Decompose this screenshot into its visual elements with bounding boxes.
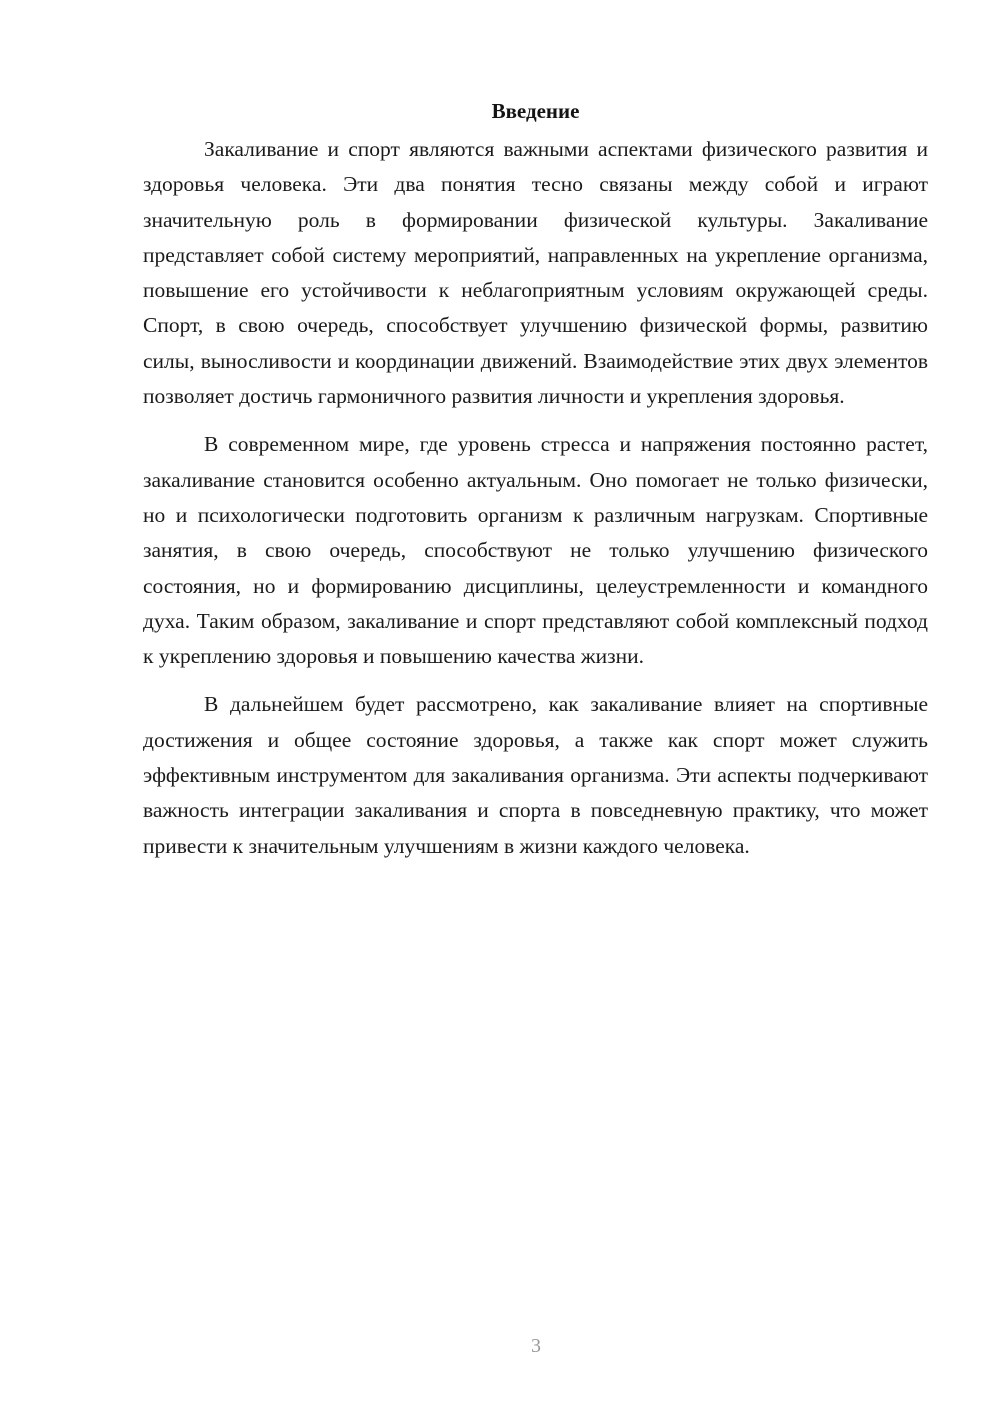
section-heading: Введение: [491, 99, 580, 123]
page-number: 3: [531, 1335, 541, 1357]
paragraph-3: В дальнейшем будет рассмотрено, как закаливание влияет на спортивные достижения и общее состояние здоровья, а также как спорт может служить эффективным инструментом для закаливания организма. Эти аспекты подчеркивают важность интеграции закаливания и спорта в повседневную практику, что может привести к значительным улучшениям в жизни каждого человека.: [143, 692, 928, 858]
paragraph-1: Закаливание и спорт являются важными аспектами физического развития и здоровья человека. Эти два понятия тесно связаны между собой и играют значительную роль в формировании физической культуры. Закаливание представляет собой систему мероприятий, направленных на укрепление организма, повышение его устойчивости к неблагоприятным условиям окружающей среды. Спорт, в свою очередь, способствует улучшению физической формы, развитию силы, выносливости и координации движений. Взаимодействие этих двух элементов позволяет достичь гармоничного развития личности и укрепления здоровья.: [143, 137, 928, 409]
paragraph-2: В современном мире, где уровень стресса и напряжения постоянно растет, закаливание становится особенно актуальным. Оно помогает не только физически, но и психологически подготовить организм к различным нагрузкам. Спортивные занятия, в свою очередь, способствуют не только улучшению физического состояния, но и формированию дисциплины, целеустремленности и командного духа. Таким образом, закаливание и спорт представляют собой комплексный подход к укреплению здоровья и повышению качества жизни.: [143, 432, 928, 669]
page-content: [143, 96, 928, 877]
